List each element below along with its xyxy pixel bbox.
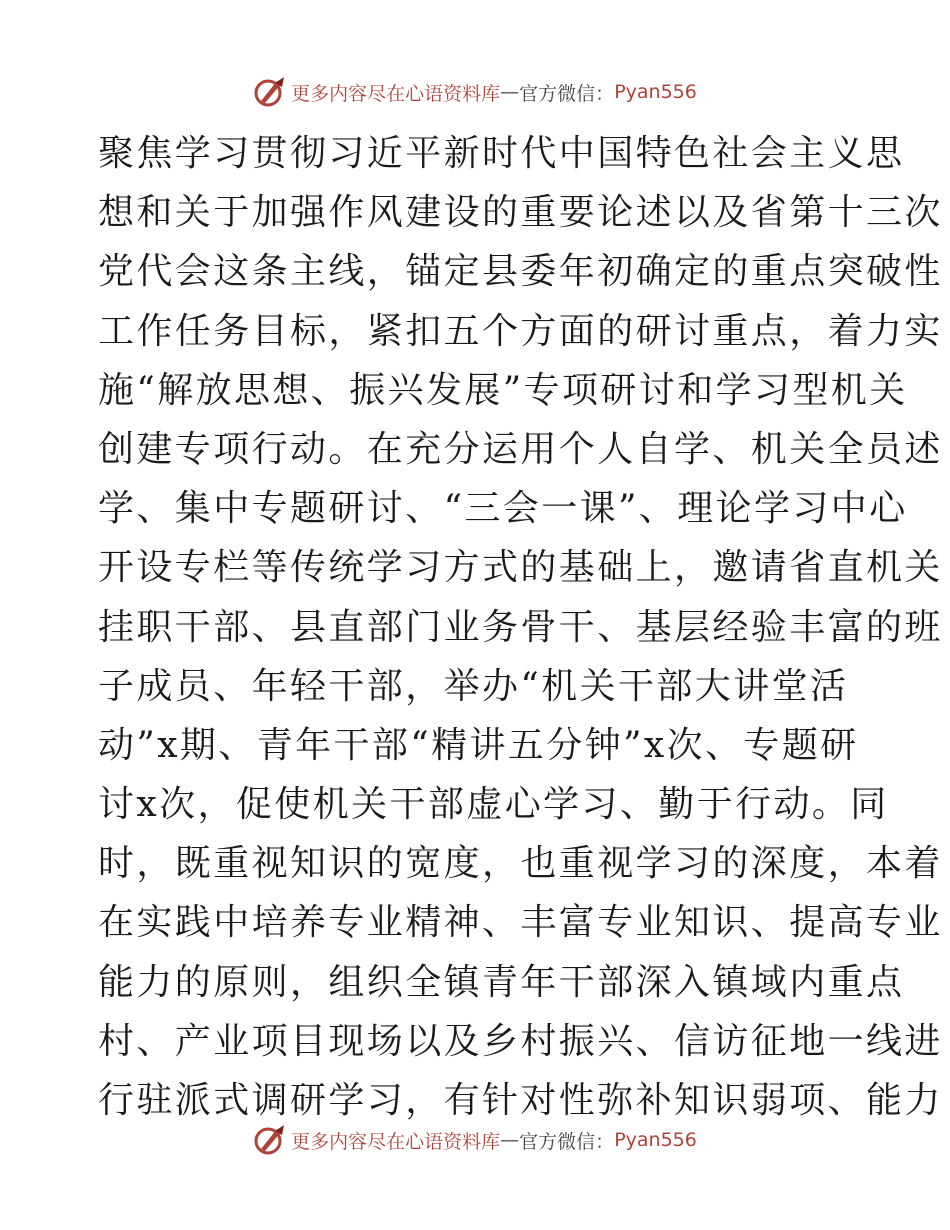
- body-line: 村、产业项目现场以及乡村振兴、信访征地一线进: [98, 1020, 943, 1062]
- wechat-label: 官方微信：: [519, 82, 615, 105]
- body-line: 施“解放思想、振兴发展”专项研讨和学习型机关: [98, 369, 908, 411]
- body-line: 聚焦学习贯彻习近平新时代中国特色社会主义思: [98, 133, 905, 174]
- separator-dash: —: [500, 81, 520, 103]
- body-line: 工作任务目标，紧扣五个方面的研讨重点，着力实: [98, 310, 943, 352]
- body-line: 创建专项行动。在充分运用个人自学、机关全员述: [98, 428, 943, 470]
- wechat-label: 官方微信：: [519, 1130, 615, 1153]
- wechat-id: Pyan556: [614, 1129, 697, 1151]
- body-line: 时，既重视知识的宽度，也重视学习的深度，本着: [98, 843, 943, 885]
- header-watermark-banner: [0, 72, 950, 112]
- body-line: 学、集中专题研讨、“三会一课”、理论学习中心: [98, 488, 908, 530]
- body-line: 想和关于加强作风建设的重要论述以及省第十三次: [98, 192, 943, 234]
- promo-text: 更多内容尽在心语资料库: [291, 1130, 501, 1153]
- quill-logo-icon: [253, 1123, 287, 1157]
- body-line: 能力的原则，组织全镇青年干部深入镇域内重点: [98, 961, 905, 1003]
- body-line: 动”x期、青年干部“精讲五分钟”x次、专题研: [98, 724, 859, 766]
- promo-text: 更多内容尽在心语资料库: [291, 82, 501, 105]
- body-line: 开设专栏等传统学习方式的基础上，邀请省直机关: [98, 547, 943, 589]
- quill-logo-icon: [253, 75, 287, 109]
- separator-dash: —: [500, 1129, 520, 1151]
- wechat-id: Pyan556: [614, 81, 697, 103]
- footer-watermark-banner: [0, 1120, 950, 1160]
- document-body: [98, 124, 943, 1130]
- body-line: 讨x次，促使机关干部虚心学习、勤于行动。同: [98, 784, 889, 826]
- body-line: 行驻派式调研学习，有针对性弥补知识弱项、能力: [98, 1080, 943, 1121]
- body-line: 挂职干部、县直部门业务骨干、基层经验丰富的班: [98, 606, 943, 648]
- body-line: 子成员、年轻干部，举办“机关干部大讲堂活: [98, 665, 849, 707]
- body-line: 在实践中培养专业精神、丰富专业知识、提高专业: [98, 902, 943, 944]
- body-line: 党代会这条主线，锚定县委年初确定的重点突破性: [98, 251, 943, 293]
